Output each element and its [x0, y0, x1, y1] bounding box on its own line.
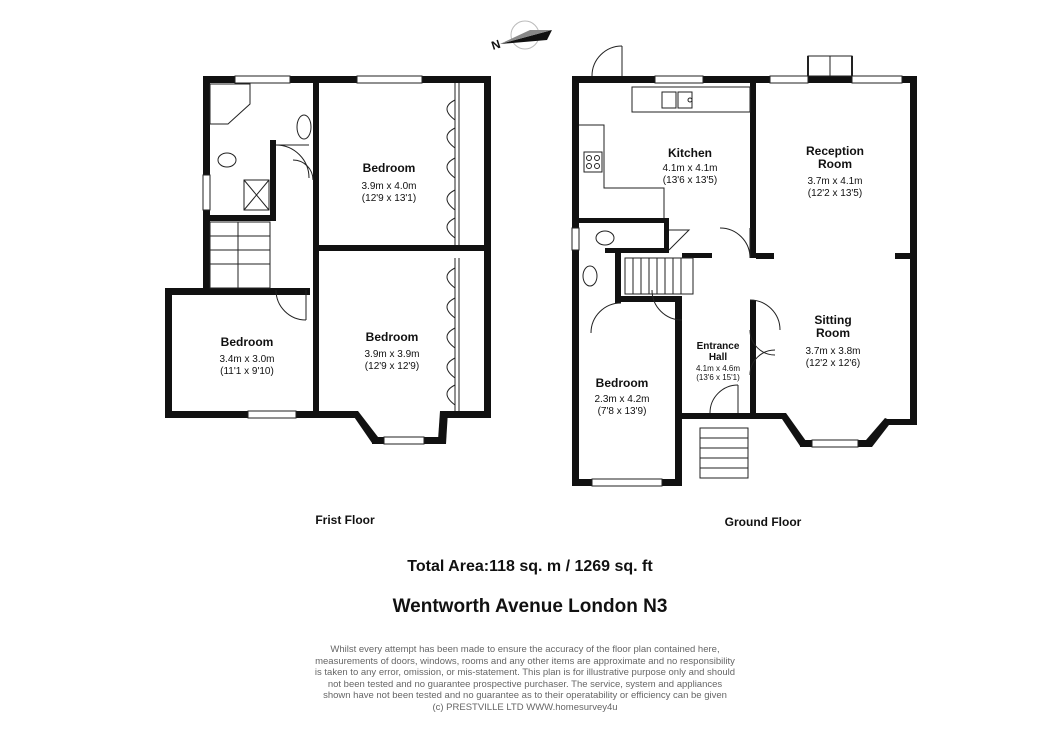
bathroom-right-wall [270, 140, 276, 220]
room-dimensions-imperial: (12'9 x 13'1) [361, 193, 417, 204]
kitchen-reception-wall [750, 83, 756, 258]
room-name-line1: Sitting [814, 313, 852, 327]
room-name: Bedroom [220, 335, 274, 349]
ground-floor-right-wall [910, 76, 917, 425]
room-name-line2: Room [816, 326, 850, 340]
disclaimer-line: shown have not been tested and no guarantee as to their operatability or efficiency can be given [323, 690, 727, 701]
entrance-bottom-wall [682, 413, 782, 419]
first-floor-window [248, 411, 296, 418]
room-label-sitting-room [805, 313, 860, 369]
room-label-kitchen [662, 146, 717, 186]
north-label: N [489, 36, 503, 53]
first-floor-staircase [210, 222, 270, 288]
room-name: Bedroom [595, 376, 649, 390]
room-dimensions-imperial: (13'6 x 15'1) [696, 373, 740, 382]
room-dimensions: 2.3m x 4.2m [594, 394, 650, 405]
back-door [592, 46, 622, 76]
first-floor-left-lower-wall [165, 288, 172, 418]
room-dimensions-imperial: (12'9 x 12'9) [364, 361, 420, 372]
first-floor-window [384, 437, 424, 444]
bedroom-top-wall [615, 296, 682, 302]
reception-sitting-stub-left [756, 253, 774, 259]
room-dimensions-imperial: (11'1 x 9'10) [220, 366, 274, 377]
disclaimer-text [255, 644, 795, 713]
room-name: Bedroom [365, 330, 419, 344]
disclaimer-line: Whilst every attempt has been made to ensure the accuracy of the floor plan contained here, [330, 644, 720, 655]
ground-floor-label: Ground Floor [724, 515, 802, 529]
ground-floor-bay-right [866, 418, 892, 447]
room-dimensions-imperial: (12'2 x 12'6) [805, 358, 861, 369]
room-name: Bedroom [362, 161, 416, 175]
kitchen-units [579, 87, 750, 218]
room-label-entrance-hall [696, 341, 740, 382]
first-floor-bedroom3-top-wall [165, 288, 310, 295]
room-dimensions: 3.7m x 4.1m [807, 176, 863, 187]
reception-sitting-stub-right [895, 253, 910, 259]
disclaimer-line: measurements of doors, windows, rooms and any other items are approximate and no responsibility [315, 655, 735, 667]
room-label-first-floor-bedroom-2 [364, 330, 419, 372]
first-floor-right-wall [484, 76, 491, 418]
room-dimensions: 3.4m x 3.0m [219, 354, 275, 365]
wc-bottom-wall [605, 248, 669, 253]
first-floor-bay-right [438, 411, 448, 444]
first-floor-label: Frist Floor [315, 513, 375, 527]
disclaimer-line: not been tested and no guarantee prospective purchaser. The service, system and appliances [327, 678, 723, 690]
room-dimensions-imperial: (12'2 x 13'5) [807, 188, 863, 199]
ground-floor-window [770, 76, 808, 83]
first-floor-plan [165, 76, 491, 444]
room-dimensions: 3.7m x 3.8m [805, 346, 861, 357]
entrance-steps [700, 428, 748, 478]
disclaimer-line: is taken to any error, omission, or mis-statement. This plan is for illustrative purpose only and should [314, 667, 736, 678]
room-name-line2: Hall [708, 352, 728, 363]
property-address: Wentworth Avenue London N3 [392, 596, 668, 617]
room-label-ground-floor-bedroom [594, 376, 649, 417]
ground-floor-window [572, 228, 579, 250]
room-dimensions: 3.9m x 3.9m [364, 349, 420, 360]
north-arrow-icon [490, 21, 552, 53]
room-dimensions-imperial: (7'8 x 13'9) [597, 406, 647, 417]
wc-right-wall [664, 218, 669, 253]
first-floor-window [357, 76, 422, 83]
ground-floor-plan [572, 46, 917, 486]
french-doors [808, 56, 852, 76]
room-label-first-floor-bedroom-3 [219, 335, 274, 377]
room-name: Kitchen [667, 146, 713, 160]
ground-floor-staircase [625, 258, 693, 294]
bathroom-fixtures [210, 84, 311, 210]
room-name-line2: Room [818, 157, 852, 171]
first-floor-bedrooms-divider [313, 245, 484, 251]
total-area: Total Area:118 sq. m / 1269 sq. ft [407, 558, 653, 575]
room-label-reception-room [806, 144, 864, 199]
first-floor-bedroom2-left-wall [313, 251, 319, 418]
first-floor-window [203, 175, 210, 210]
room-label-first-floor-bedroom-1 [361, 161, 416, 204]
bathroom-bottom-wall [210, 215, 276, 221]
room-name-line1: Entrance [696, 341, 740, 352]
ground-floor-window [812, 440, 858, 447]
ground-floor-window [592, 479, 662, 486]
hall-sitting-wall [750, 300, 756, 415]
first-floor-doors [276, 160, 313, 320]
ground-floor-left-wall [572, 76, 579, 485]
ground-floor-window [655, 76, 703, 83]
ground-floor-window [852, 76, 902, 83]
bedroom-top-left-wall [615, 253, 621, 303]
room-dimensions: 3.9m x 4.0m [361, 181, 417, 192]
first-floor-window [235, 76, 290, 83]
room-dimensions: 4.1m x 4.1m [662, 163, 718, 174]
kitchen-bottom-wall [579, 218, 669, 223]
room-dimensions: 4.1m x 4.6m [695, 364, 741, 373]
room-name-line1: Reception [805, 144, 865, 158]
hall-top-wall [682, 253, 712, 258]
bedroom-right-wall [675, 300, 682, 486]
disclaimer-line: (c) PRESTVILLE LTD WWW.homesurvey4u [432, 701, 618, 713]
room-dimensions-imperial: (13'6 x 13'5) [662, 175, 718, 186]
